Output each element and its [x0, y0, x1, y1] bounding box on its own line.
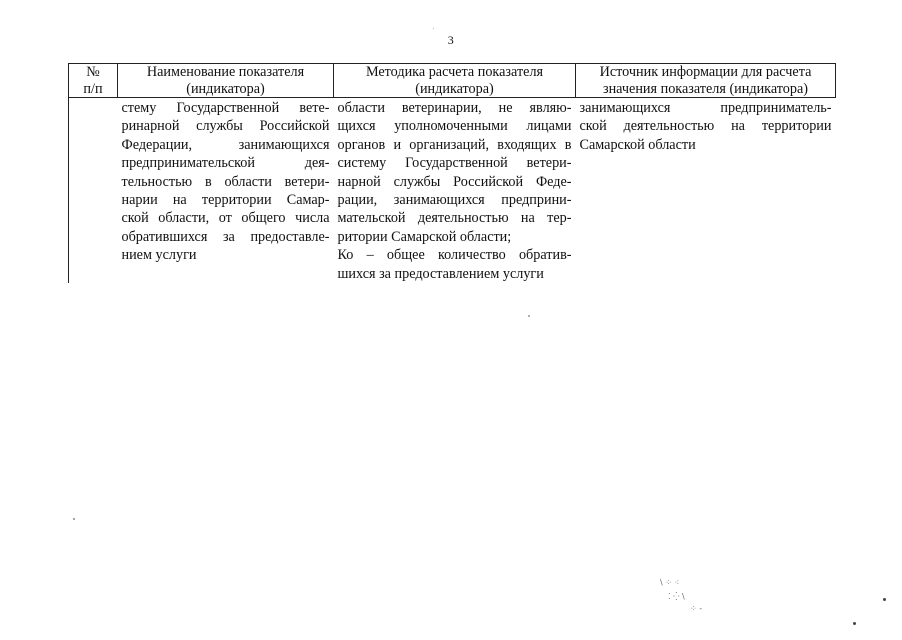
- method-line: ритории Самарской области;: [337, 228, 512, 245]
- method-line: систему Государственной ветери-: [337, 155, 572, 172]
- header-num: [69, 64, 118, 98]
- name-line: тельностью в области ветери-: [121, 173, 330, 190]
- scan-speck: [883, 598, 886, 601]
- source-line: занимающихся предприниматель-: [579, 100, 832, 116]
- name-line: Федерации, занимающихся: [121, 136, 330, 153]
- header-method: [334, 64, 576, 98]
- scan-speck: [528, 315, 530, 317]
- name-line: ринарной службы Российской: [121, 118, 330, 135]
- scan-smudge: ⁚ ⁛ \: [668, 592, 685, 601]
- header-num-line-2: п/п: [83, 80, 103, 97]
- row-method-cell: [334, 98, 576, 284]
- method-line: области ветеринарии, не являю-: [337, 100, 572, 116]
- scan-speck: [73, 518, 75, 520]
- table-row: [69, 98, 836, 284]
- table-header-row: [69, 64, 836, 98]
- method-line: щихся уполномоченными лицами: [337, 118, 572, 135]
- row-name-cell: [118, 98, 334, 284]
- scan-speck: [853, 622, 856, 625]
- header-source-line-1: Источник информации для расчета: [599, 64, 812, 80]
- method-line: органов и организаций, входящих в: [337, 136, 572, 153]
- scan-smudge: ⁘ -: [690, 604, 703, 613]
- name-line: нарии на территории Самар-: [121, 192, 330, 209]
- name-line: предпринимательской дея-: [121, 155, 330, 172]
- header-name-line-2: (индикатора): [186, 80, 265, 97]
- name-line: ской области, от общего числа: [121, 210, 330, 227]
- name-line: обратившихся за предоставле-: [121, 228, 330, 245]
- page-number: 3: [447, 33, 455, 47]
- method-line: шихся за предоставлением услуги: [337, 265, 544, 282]
- name-line: стему Государственной вете-: [121, 100, 330, 116]
- method-line: Ко – общее количество обратив-: [337, 247, 572, 264]
- method-line: рации, занимающихся предприни-: [337, 192, 572, 209]
- header-num-line-1: №: [86, 64, 100, 80]
- scan-speck: [433, 28, 434, 29]
- source-line: ской деятельностью на территории: [579, 118, 832, 135]
- header-name-line-1: Наименование показателя: [146, 64, 305, 80]
- row-source-cell: [576, 98, 836, 284]
- method-line: нарной службы Российской Феде-: [337, 173, 572, 190]
- header-method-line-2: (индикатора): [415, 80, 494, 97]
- header-name: [118, 64, 334, 98]
- indicator-table: [68, 63, 836, 283]
- header-source-line-2: значения показателя (индикатора): [602, 80, 808, 97]
- source-line: Самарской области: [579, 136, 696, 153]
- name-line: нием услуги: [121, 247, 197, 264]
- row-num-cell: [69, 98, 118, 284]
- header-source: [576, 64, 836, 98]
- method-line: мательской деятельностью на тер-: [337, 210, 572, 227]
- header-method-line-1: Методика расчета показателя: [365, 64, 544, 80]
- scan-smudge: \ ⁘ ⁖: [660, 578, 680, 587]
